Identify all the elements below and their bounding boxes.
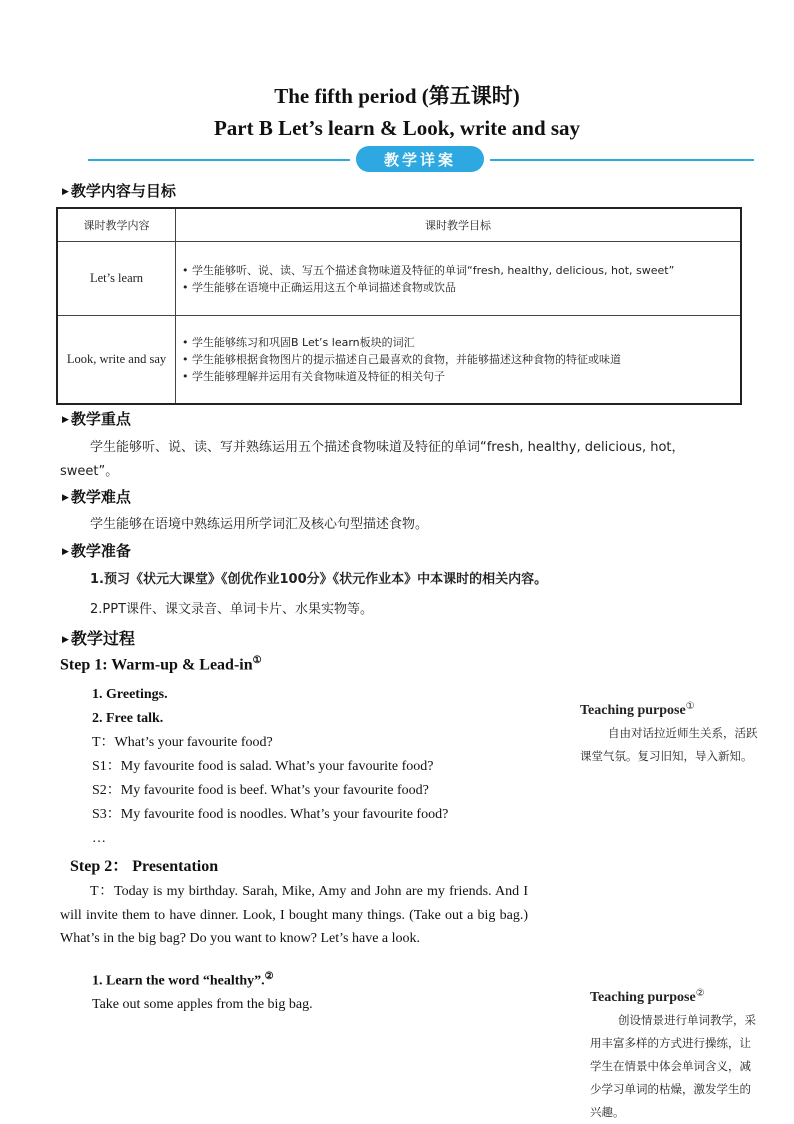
triangle-icon: ▶ xyxy=(62,415,69,425)
step1-title xyxy=(60,655,262,674)
table-cell-content: Let’s learn xyxy=(57,242,176,316)
goal-item: • 学生能够练习和巩固B Let’s learn板块的词汇 xyxy=(182,334,734,351)
step2-subtitle xyxy=(92,971,274,990)
table-row xyxy=(57,316,741,404)
triangle-icon: ▶ xyxy=(62,187,69,197)
step2-title: Step 2： Presentation xyxy=(70,858,219,875)
preparation-item-1: 1.预习《状元大课堂》《创优作业100分》《状元作业本》中本课时的相关内容。 xyxy=(90,572,548,587)
section-heading: 教学过程 xyxy=(70,629,135,648)
section-content-goals xyxy=(62,180,176,201)
step1-line: S1：My favourite food is salad. What’s your favourite food? xyxy=(92,759,434,774)
section-key-points xyxy=(62,408,131,429)
triangle-icon: ▶ xyxy=(62,635,69,645)
step1-content xyxy=(92,683,542,851)
teaching-purpose-1 xyxy=(580,695,758,768)
table-cell-goals xyxy=(176,242,742,316)
page-subtitle: Part B Let’s learn & Look, write and say xyxy=(213,116,581,140)
goals-table xyxy=(56,207,742,405)
table-header xyxy=(57,208,741,242)
goal-item: • 学生能够在语境中正确运用这五个单词描述食物或饮品 xyxy=(182,279,734,296)
page-title: The fifth period (第五课时) xyxy=(274,84,520,108)
step1-line: T：What’s your favourite food? xyxy=(92,735,273,750)
step1-line: S3：My favourite food is noodles. What’s your favourite food? xyxy=(92,807,449,822)
banner-line-left xyxy=(88,159,350,161)
key-points-text: 学生能够听、说、读、写并熟练运用五个描述食物味道及特征的单词“fresh, healthy, delicious, hot，sweet”。 xyxy=(60,440,685,479)
footnote-mark: ② xyxy=(264,971,274,982)
section-heading: 教学难点 xyxy=(70,488,131,506)
table-cell-goals xyxy=(176,316,742,404)
step1-line: 2. Free talk. xyxy=(92,711,164,726)
banner-label: 教学详案 xyxy=(356,146,484,172)
section-difficulties xyxy=(62,486,131,507)
banner-line-right xyxy=(490,159,754,161)
step1-title-text: Step 1: Warm-up & Lead-in xyxy=(60,656,253,674)
footnote-mark: ① xyxy=(685,701,695,712)
step1-line: … xyxy=(92,831,106,846)
table-cell-content: Look, write and say xyxy=(57,316,176,404)
table-header-cell: 课时教学内容 xyxy=(57,208,176,242)
section-preparation xyxy=(62,540,131,561)
section-heading: 教学准备 xyxy=(70,542,131,560)
section-heading: 教学内容与目标 xyxy=(70,182,176,200)
step2-paragraph: T：Today is my birthday. Sarah, Mike, Amy and John are my friends. And I will invite them to have dinner. Look, I bought many things. (Take out a big bag.) What’s in the big bag? Do you want to know? Let’s have a look. xyxy=(60,884,528,946)
step2-subtext: Take out some apples from the big bag. xyxy=(92,997,313,1012)
teaching-purpose-2 xyxy=(590,982,758,1124)
section-heading: 教学重点 xyxy=(70,410,131,428)
footnote-mark: ① xyxy=(252,655,262,666)
table-row xyxy=(57,242,741,316)
table-header-cell: 课时教学目标 xyxy=(176,208,742,242)
section-process xyxy=(62,626,135,649)
goal-item: • 学生能够理解并运用有关食物味道及特征的相关句子 xyxy=(182,368,734,385)
footnote-mark: ② xyxy=(695,988,705,999)
goal-item: • 学生能够根据食物图片的提示描述自己最喜欢的食物，并能够描述这种食物的特征或味道 xyxy=(182,351,734,368)
step2-subtitle-text: 1. Learn the word “healthy”. xyxy=(92,973,265,989)
preparation-item-2: 2.PPT课件、课文录音、单词卡片、水果实物等。 xyxy=(90,602,374,617)
step1-line: S2：My favourite food is beef. What’s your favourite food? xyxy=(92,783,429,798)
difficulties-text: 学生能够在语境中熟练运用所学词汇及核心句型描述食物。 xyxy=(90,517,429,532)
goal-item: • 学生能够听、说、读、写五个描述食物味道及特征的单词“fresh, healthy, delicious, hot, sweet” xyxy=(182,262,734,279)
teaching-purpose-text: 创设情景进行单词教学，采用丰富多样的方式进行操练，让学生在情景中体会单词含义，减少学习单词的枯燥，激发学生的兴趣。 xyxy=(590,1012,756,1119)
step1-line: 1. Greetings. xyxy=(92,687,168,702)
teaching-purpose-label: Teaching purpose xyxy=(590,989,696,1005)
banner xyxy=(88,146,754,172)
triangle-icon: ▶ xyxy=(62,547,69,557)
teaching-purpose-text: 自由对话拉近师生关系，活跃课堂气氛。复习旧知，导入新知。 xyxy=(580,725,758,763)
teaching-purpose-label: Teaching purpose xyxy=(580,702,686,718)
triangle-icon: ▶ xyxy=(62,493,69,503)
